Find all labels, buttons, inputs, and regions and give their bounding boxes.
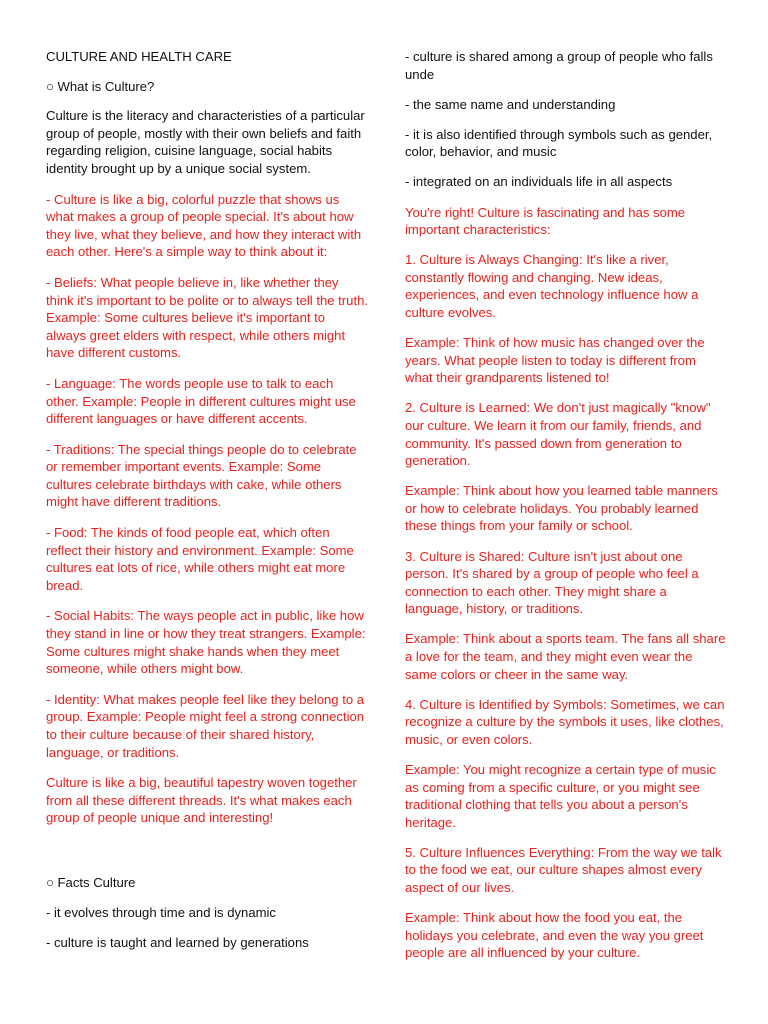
social-habits-paragraph: - Social Habits: The ways people act in public, like how they stand in line or how they treat strangers. Example: Some cultures might shake hands when they meet someone, while others might bow. — [46, 608, 366, 677]
tapestry-paragraph: Culture is like a big, beautiful tapestry woven together from all these different threads. It's what makes each group of people unique and interesting! — [46, 775, 357, 826]
influences-paragraph: 5. Culture Influences Everything: From the way we talk to the food we eat, our culture shapes almost every aspect of our lives. — [405, 844, 722, 896]
traditions-paragraph: - Traditions: The special things people do to celebrate or remember important events. Example: Some cultures celebrate birthdays with cake, while others might have different traditions. — [46, 441, 357, 510]
explanation-intro: - Culture is like a big, colorful puzzle that shows us what makes a group of people special. It's about how they live, what they believe, and how they interact with each other. Here's a simple way to think about it: — [46, 191, 362, 260]
right-column — [405, 48, 727, 974]
example-paragraph: Example: You might recognize a certain type of music as coming from a specific culture, or you might see traditional clothing that tells you about a person's heritage. — [405, 762, 716, 830]
facts-culture-heading: ○ Facts Culture — [46, 874, 136, 890]
fact-item: - integrated on an individuals life in all aspects — [405, 174, 673, 190]
fact-item: - the same name and understanding — [405, 96, 616, 112]
fact-item: - culture is taught and learned by generations — [46, 935, 309, 951]
culture-definition: Culture is the literacy and characteristies of a particular group of people, mostly with their own beliefs and faith regarding religion, cuisine language, social habits identity brought up by a unique social system. — [46, 108, 365, 176]
left-column — [46, 48, 368, 965]
fact-item: - it is also identified through symbols such as gender, color, behavior, and music — [405, 126, 713, 160]
language-paragraph: - Language: The words people use to talk to each other. Example: People in different cultures might use different languages or have different accents. — [46, 375, 356, 427]
food-paragraph: - Food: The kinds of food people eat, which often reflect their history and environment. Example: Some cultures eat lots of rice, while others might eat more bread. — [46, 525, 354, 593]
symbols-paragraph: 4. Culture is Identified by Symbols: Sometimes, we can recognize a culture by the symbols it uses, like clothes, music, or even colors. — [405, 696, 725, 747]
always-changing-paragraph: 1. Culture is Always Changing: It's like a river, constantly flowing and changing. New ideas, experiences, and even technology influence how a culture evolves. — [405, 252, 699, 321]
example-paragraph: Example: Think about how the food you eat, the holidays you celebrate, and even the way you greet people are all influenced by your culture. — [405, 910, 704, 961]
learned-paragraph: 2. Culture is Learned: We don't just magically "know" our culture. We learn it from our family, friends, and community. It's passed down from generation to generation. — [405, 400, 711, 469]
example-paragraph: Example: Think of how music has changed over the years. What people listen to today is different from what their grandparents listened to! — [405, 335, 705, 386]
example-paragraph: Example: Think about a sports team. The fans all share a love for the team, and they might even wear the same colors or cheer in the same way. — [405, 631, 726, 682]
characteristics-intro: You're right! Culture is fascinating and has some important characteristics: — [405, 204, 686, 238]
section-spacer — [46, 840, 368, 874]
fact-item: - culture is shared among a group of people who falls unde — [405, 49, 713, 82]
example-paragraph: Example: Think about how you learned table manners or how to celebrate holidays. You probably learned these things from your family or school. — [405, 483, 718, 534]
document-title: CULTURE AND HEALTH CARE — [46, 49, 232, 64]
beliefs-paragraph: - Beliefs: What people believe in, like whether they think it's important to be polite or to always tell the truth. Example: Some cultures believe it's important to always greet elders with respect, while others might have different customs. — [46, 274, 368, 361]
what-is-culture-heading: ○ What is Culture? — [46, 78, 155, 94]
identity-paragraph: - Identity: What makes people feel like they belong to a group. Example: People might feel a strong connection to their culture because of their shared history, language, or traditions. — [46, 691, 365, 760]
fact-item: - it evolves through time and is dynamic — [46, 904, 276, 920]
shared-paragraph: 3. Culture is Shared: Culture isn't just about one person. It's shared by a group of people who feel a connection to each other. They might share a language, history, or traditions. — [405, 548, 699, 617]
